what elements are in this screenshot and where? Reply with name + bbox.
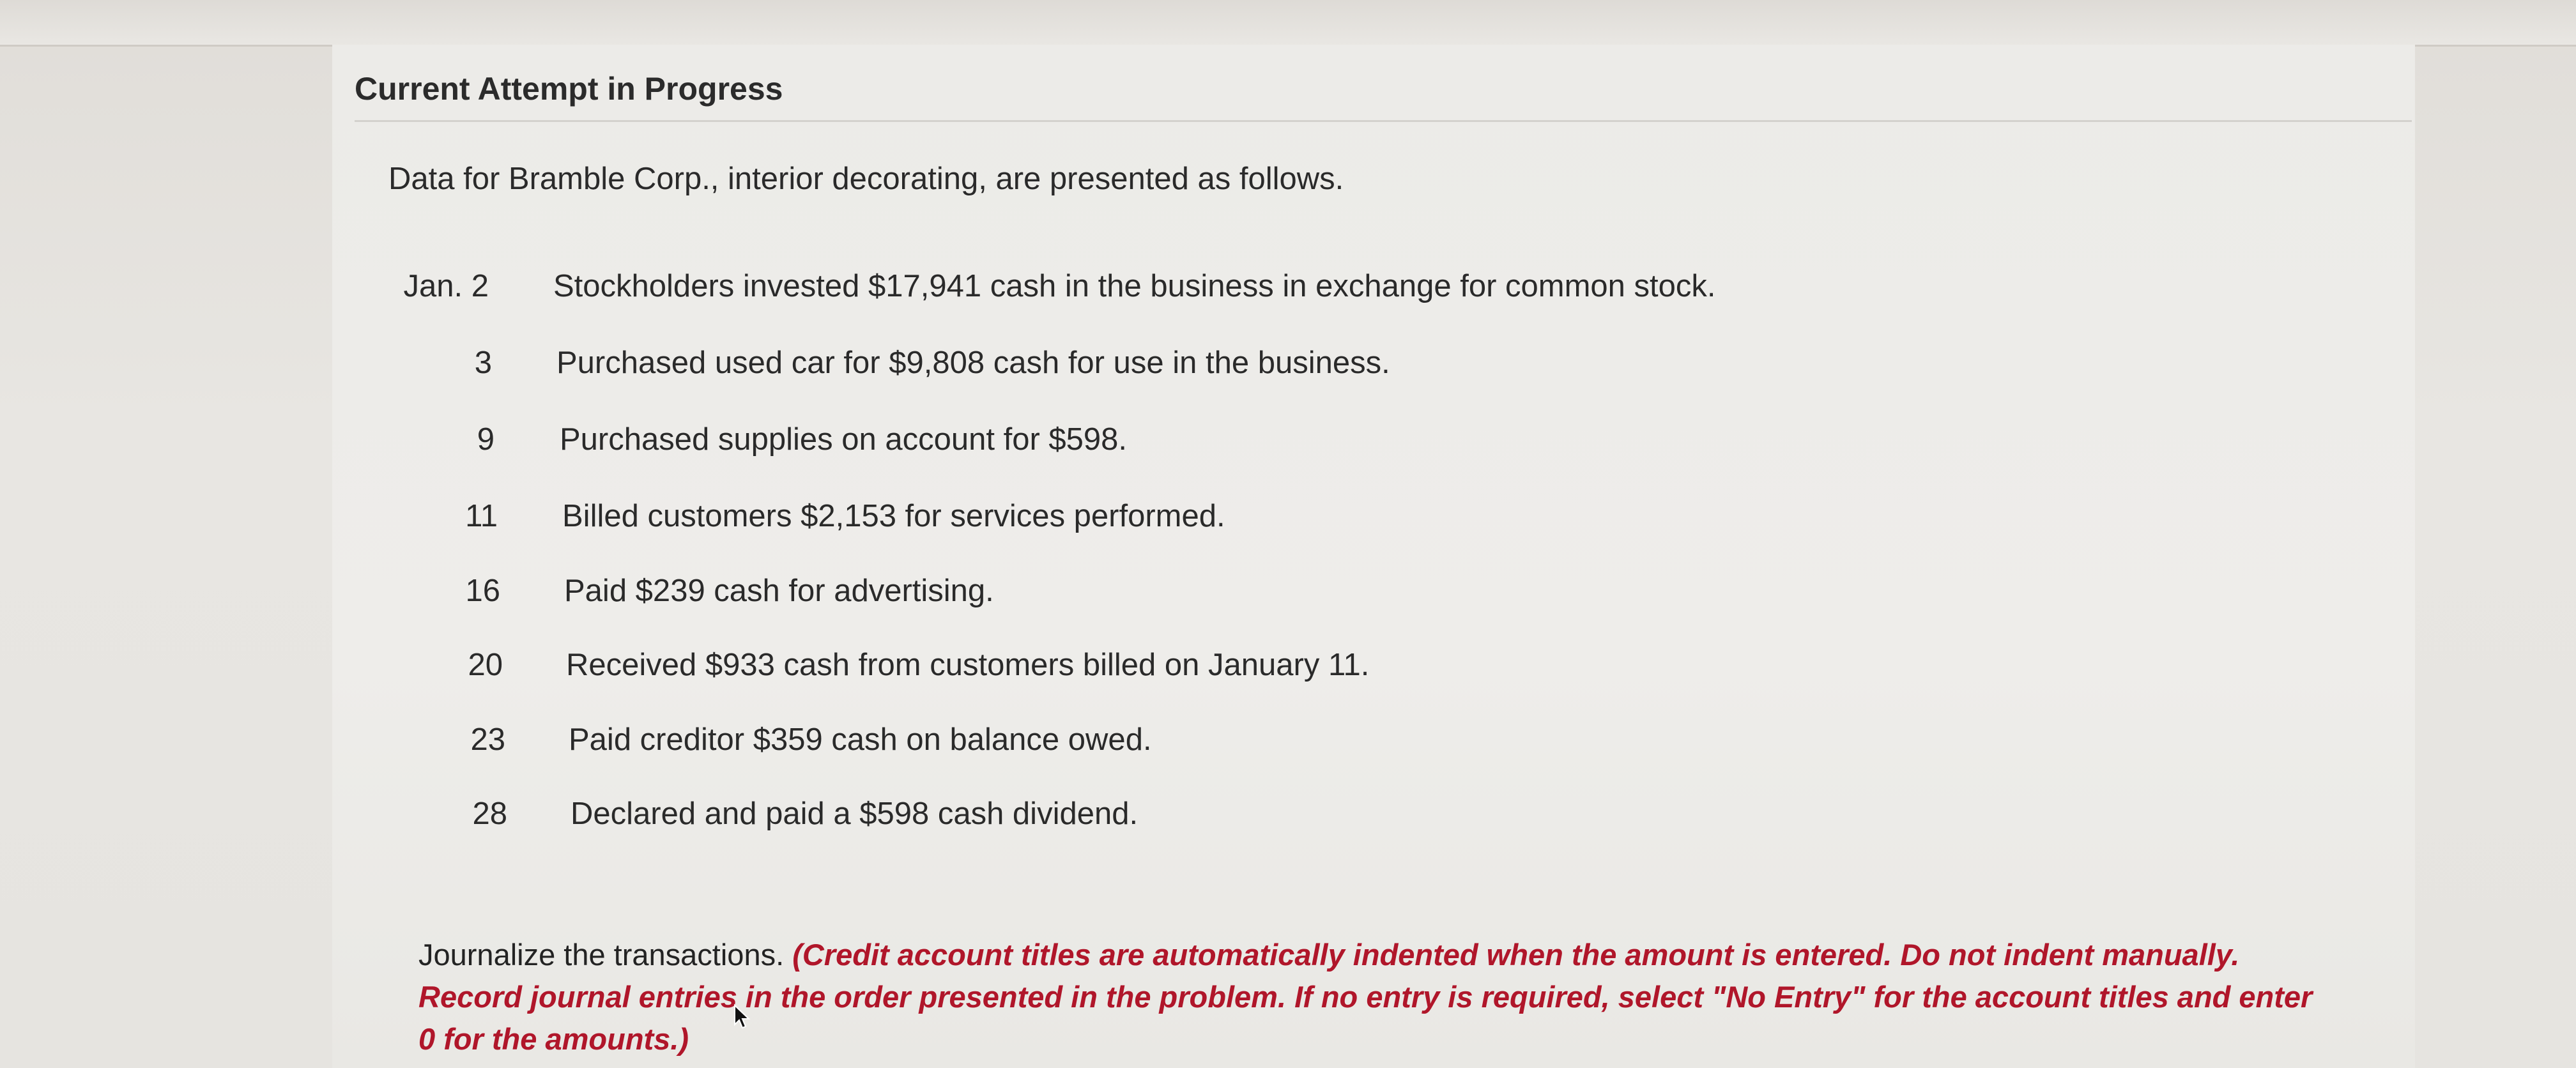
- transaction-date: 11: [465, 499, 498, 533]
- transaction-row: [0, 722, 2576, 767]
- question-panel: [332, 45, 2415, 1068]
- transaction-description: Declared and paid a $598 cash dividend.: [571, 797, 1138, 831]
- browser-top-edge: [0, 0, 2576, 47]
- mouse-pointer-icon: [733, 1004, 751, 1030]
- transaction-date: 9: [477, 422, 494, 457]
- transaction-date: 3: [474, 346, 492, 380]
- instructions-lead: Journalize the transactions.: [418, 938, 793, 972]
- transaction-row: [0, 647, 2576, 692]
- transaction-description: Paid creditor $359 cash on balance owed.: [569, 722, 1152, 757]
- transaction-date: 16: [465, 574, 500, 608]
- instructions-note: (Credit account titles are automatically indented when the amount is entered. Do not indent manually. Record journal entries in the order presented in the problem. If no entry is required, select "No Entry" for the account titles and enter 0 for the amounts.): [418, 938, 2313, 1056]
- heading-divider: [355, 120, 2412, 122]
- transaction-description: Stockholders invested $17,941 cash in the business in exchange for common stock.: [553, 269, 1716, 303]
- transaction-row: [0, 498, 2576, 543]
- transaction-description: Purchased supplies on account for $598.: [560, 422, 1128, 457]
- transaction-row: [0, 796, 2576, 841]
- transaction-row: [0, 422, 2576, 466]
- transaction-row: [0, 345, 2576, 390]
- transaction-row: [0, 268, 2576, 313]
- transaction-date: 23: [470, 722, 505, 757]
- transaction-row: [0, 573, 2576, 618]
- transaction-description: Paid $239 cash for advertising.: [564, 574, 994, 608]
- attempt-heading: Current Attempt in Progress: [355, 71, 783, 107]
- transaction-date: 20: [468, 648, 503, 682]
- transaction-description: Billed customers $2,153 for services performed.: [562, 499, 1225, 533]
- transaction-date: 28: [472, 797, 507, 831]
- transaction-description: Purchased used car for $9,808 cash for use in the business.: [556, 346, 1390, 380]
- transaction-date: Jan. 2: [403, 269, 489, 303]
- journal-instructions: [418, 934, 2335, 1060]
- problem-intro: Data for Bramble Corp., interior decorating, are presented as follows.: [388, 162, 1344, 196]
- transaction-description: Received $933 cash from customers billed on January 11.: [566, 648, 1370, 682]
